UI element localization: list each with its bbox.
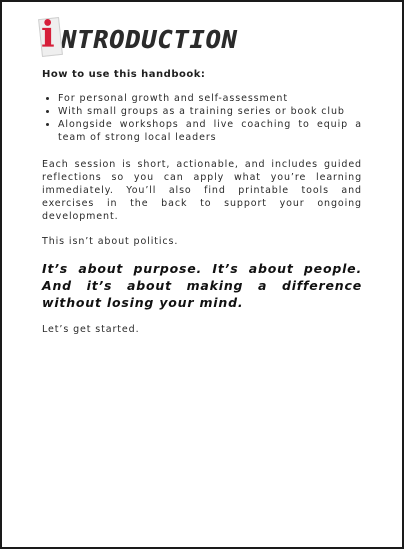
usage-item: • For personal growth and self-assessment xyxy=(58,92,362,105)
not-politics-line: This isn’t about politics. xyxy=(42,236,179,247)
usage-list xyxy=(42,92,362,144)
session-description: Each session is short, actionable, and includes guided reflections so you can apply what you’re learning immediately. You’ll also find printable tools and exercises in the back to support your ongoing development. xyxy=(42,159,362,222)
closing-line: Let’s get started. xyxy=(42,324,140,335)
usage-item: • Alongside workshops and live coaching to equip a team of strong local leaders xyxy=(58,118,362,144)
page-content xyxy=(42,69,362,348)
usage-item: • With small groups as a training series or book club xyxy=(58,105,362,118)
handbook-usage-heading: How to use this handbook: xyxy=(42,69,206,80)
purpose-statement: It’s about purpose. It’s about people. And it’s about making a difference without losing your mind. xyxy=(42,261,362,310)
page-title xyxy=(38,16,238,56)
title-i-badge xyxy=(38,14,60,56)
title-badge-letter: i xyxy=(41,14,55,56)
title-text: NTRODUCTION xyxy=(61,25,238,54)
